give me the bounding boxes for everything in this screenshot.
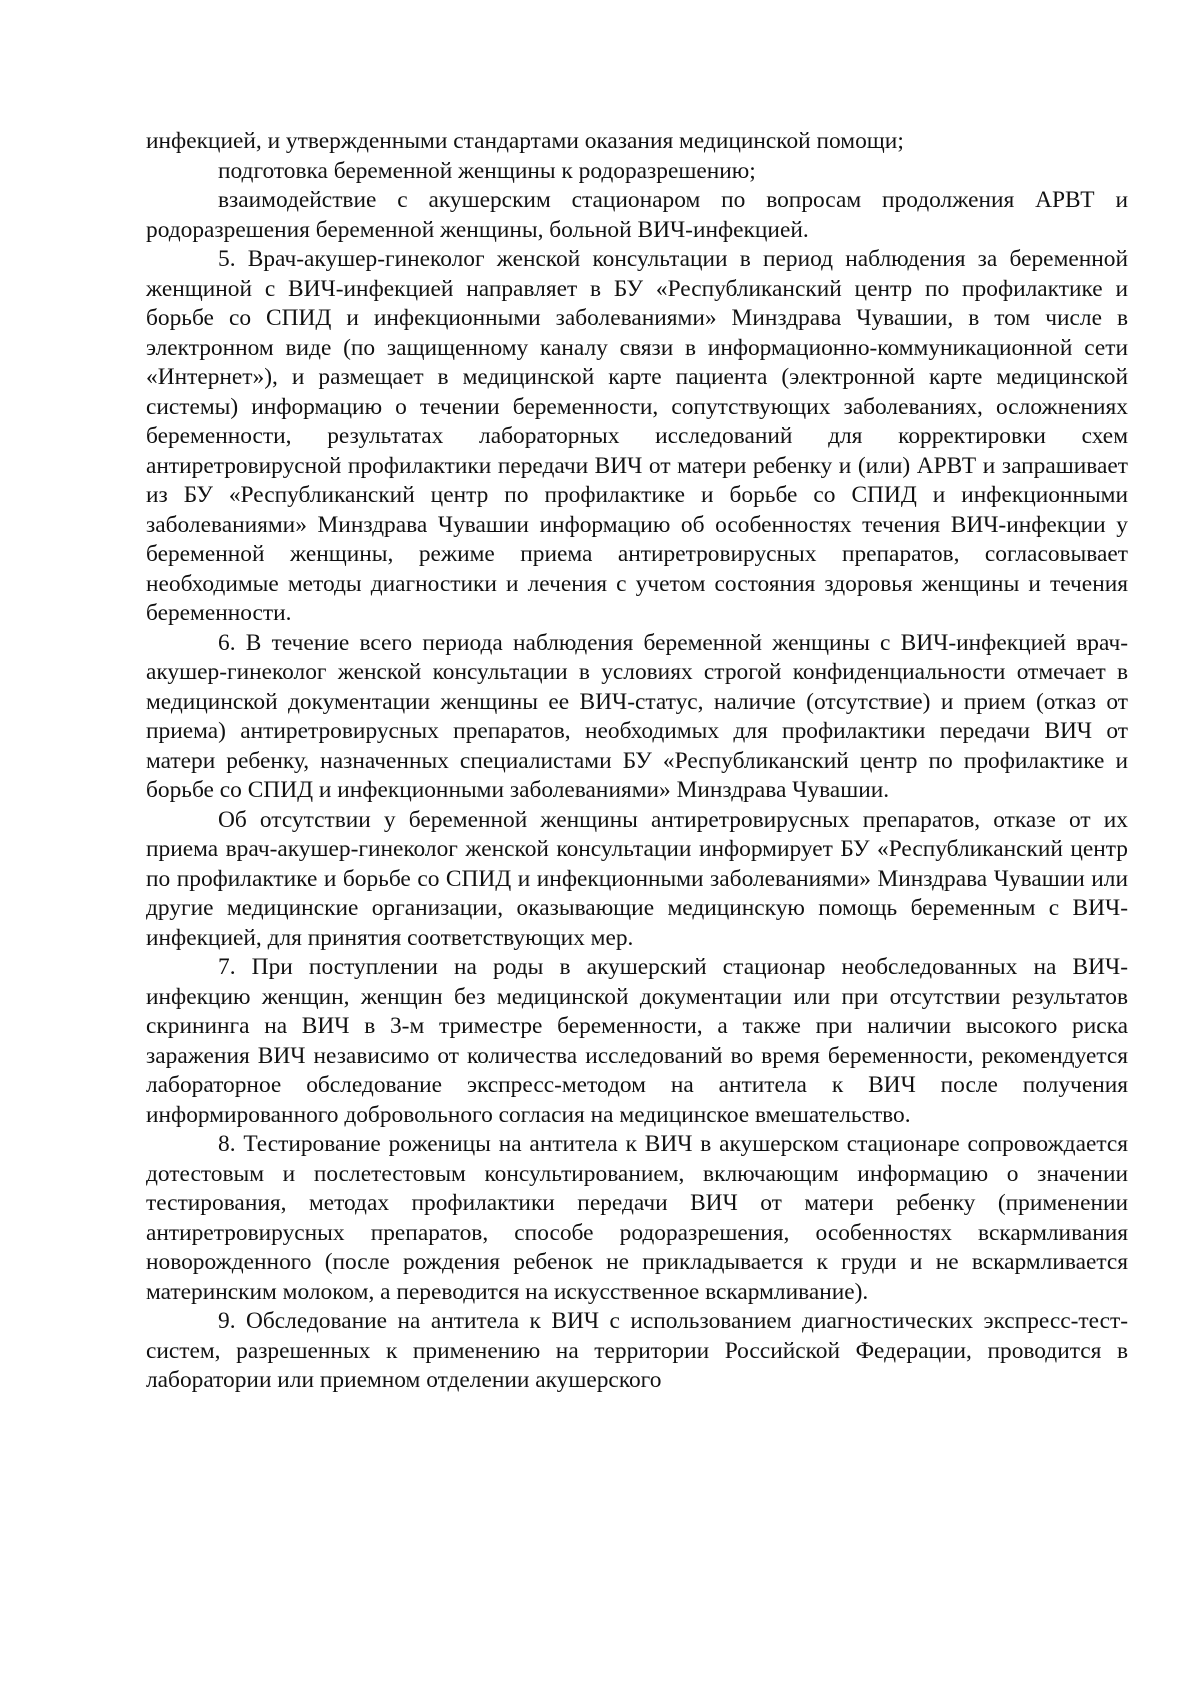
paragraph-item-6: 6. В течение всего периода наблюдения беременной женщины с ВИЧ-инфекцией врач-акушер-гинеколог женской консультации в условиях строгой конфиденциальности отмечает в медицинской документации женщины ее ВИЧ-статус, наличие (отсутствие) и прием (отказ от приема) антиретровирусных препаратов, необходимых для профилактики передачи ВИЧ от матери ребенку, назначенных специалистами БУ «Республиканский центр по профилактике и борьбе со СПИД и инфекционными заболеваниями» Минздрава Чувашии. <box>146 629 1128 803</box>
paragraph-item-8: 8. Тестирование роженицы на антитела к ВИЧ в акушерском стационаре сопровождается дотестовым и послетестовым консультированием, включающим информацию о значении тестирования, методах профилактики передачи ВИЧ от матери ребенку (применении антиретровирусных препаратов, способе родоразрешения, особенностях вскармливания новорожденного (после рождения ребенок не прикладывается к груди и не вскармливается материнским молоком, а переводится на искусственное вскармливание). <box>146 1131 1128 1305</box>
paragraph-item-9: 9. Обследование на антитела к ВИЧ с использованием диагностических экспресс-тест-систем, разрешенных к применению на территории Российской Федерации, проводится в лаборатории или приемном отделении акушерского <box>146 1308 1128 1393</box>
paragraph: взаимодействие с акушерским стационаром по вопросам продолжения АРВТ и родоразрешения беременной женщины, больной ВИЧ-инфекцией. <box>146 187 1128 243</box>
paragraph: инфекцией, и утвержденными стандартами оказания медицинской помощи; <box>146 128 904 154</box>
document-body <box>146 127 1128 1396</box>
paragraph: Об отсутствии у беременной женщины антиретровирусных препаратов, отказе от их приема врач-акушер-гинеколог женской консультации информирует БУ «Республиканский центр по профилактике и борьбе со СПИД и инфекционными заболеваниями» Минздрава Чувашии или другие медицинские организации, оказывающие медицинскую помощь беременным с ВИЧ-инфекцией, для принятия соответствующих мер. <box>146 806 1128 951</box>
paragraph-item-7: 7. При поступлении на роды в акушерский стационар необследованных на ВИЧ-инфекцию женщин, женщин без медицинской документации или при отсутствии результатов скрининга на ВИЧ в 3-м триместре беременности, а также при наличии высокого риска заражения ВИЧ независимо от количества исследований во время беременности, рекомендуется лабораторное обследование экспресс-методом на антитела к ВИЧ после получения информированного добровольного согласия на медицинское вмешательство. <box>146 954 1128 1128</box>
paragraph: подготовка беременной женщины к родоразрешению; <box>218 157 756 184</box>
paragraph-item-5: 5. Врач-акушер-гинеколог женской консультации в период наблюдения за беременной женщиной с ВИЧ-инфекцией направляет в БУ «Республиканский центр по профилактике и борьбе со СПИД и инфекционными заболеваниями» Минздрава Чувашии, в том числе в электронном виде (по защищенному каналу связи в информационно-коммуникационной сети «Интернет»), и размещает в медицинской карте пациента (электронной карте медицинской системы) информацию о течении беременности, сопутствующих заболеваниях, осложнениях беременности, результатах лабораторных исследований для корректировки схем антиретровирусной профилактики передачи ВИЧ от матери ребенку и (или) АРВТ и запрашивает из БУ «Республиканский центр по профилактике и борьбе со СПИД и инфекционными заболеваниями» Минздрава Чувашии информацию об особенностях течения ВИЧ-инфекции у беременной женщины, режиме приема антиретровирусных препаратов, согласовывает необходимые методы диагностики и лечения с учетом состояния здоровья женщины и течения беременности. <box>146 246 1128 626</box>
